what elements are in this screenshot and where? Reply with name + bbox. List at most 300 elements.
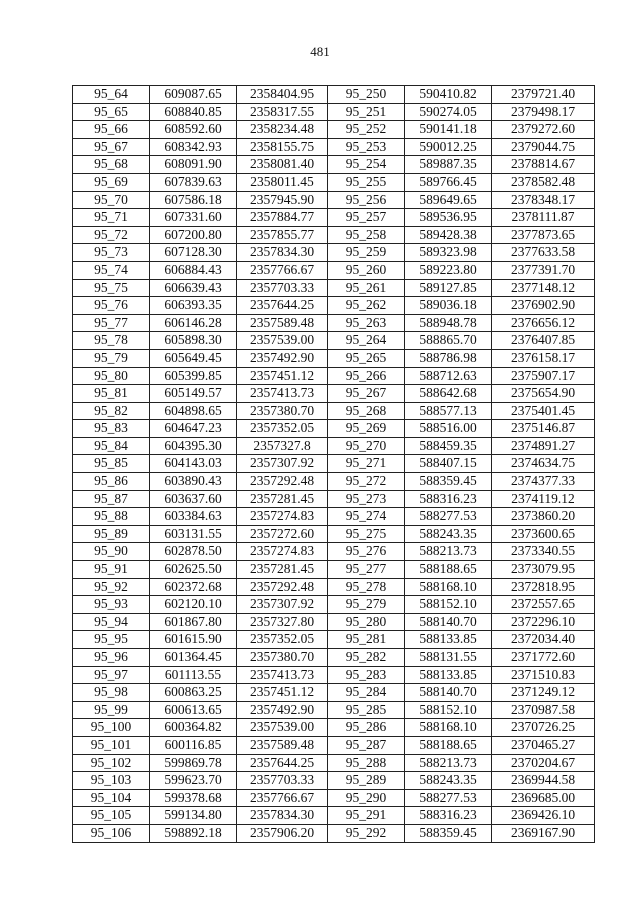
y-coord-left: 2358404.95 (237, 86, 328, 104)
point-id-left: 95_99 (73, 701, 150, 719)
y-coord-right: 2373340.55 (492, 543, 595, 561)
table-row (73, 455, 595, 473)
y-coord-right: 2372034.40 (492, 631, 595, 649)
point-id-right: 95_259 (328, 244, 405, 262)
y-coord-left: 2357413.73 (237, 666, 328, 684)
y-coord-left: 2357703.33 (237, 772, 328, 790)
table-row (73, 754, 595, 772)
x-coord-left: 600613.65 (150, 701, 237, 719)
x-coord-left: 608840.85 (150, 103, 237, 121)
y-coord-right: 2370204.67 (492, 754, 595, 772)
x-coord-left: 604898.65 (150, 402, 237, 420)
table-row (73, 525, 595, 543)
point-id-left: 95_100 (73, 719, 150, 737)
x-coord-left: 600364.82 (150, 719, 237, 737)
table-row (73, 156, 595, 174)
x-coord-left: 599869.78 (150, 754, 237, 772)
x-coord-left: 601113.55 (150, 666, 237, 684)
y-coord-left: 2357644.25 (237, 297, 328, 315)
table-row (73, 402, 595, 420)
x-coord-left: 602372.68 (150, 578, 237, 596)
x-coord-right: 588316.23 (405, 807, 492, 825)
point-id-right: 95_269 (328, 420, 405, 438)
x-coord-left: 608091.90 (150, 156, 237, 174)
table-row (73, 701, 595, 719)
y-coord-right: 2371510.83 (492, 666, 595, 684)
point-id-left: 95_74 (73, 261, 150, 279)
point-id-left: 95_106 (73, 824, 150, 842)
point-id-left: 95_66 (73, 121, 150, 139)
y-coord-left: 2357539.00 (237, 719, 328, 737)
x-coord-left: 607128.30 (150, 244, 237, 262)
y-coord-left: 2357766.67 (237, 789, 328, 807)
x-coord-left: 607331.60 (150, 209, 237, 227)
x-coord-right: 590410.82 (405, 86, 492, 104)
point-id-right: 95_277 (328, 561, 405, 579)
point-id-right: 95_255 (328, 173, 405, 191)
table-row (73, 508, 595, 526)
y-coord-left: 2357281.45 (237, 490, 328, 508)
point-id-left: 95_70 (73, 191, 150, 209)
x-coord-right: 588359.45 (405, 824, 492, 842)
y-coord-left: 2357451.12 (237, 367, 328, 385)
x-coord-right: 588131.55 (405, 649, 492, 667)
table-row (73, 349, 595, 367)
table-row (73, 789, 595, 807)
y-coord-right: 2372818.95 (492, 578, 595, 596)
table-row (73, 314, 595, 332)
y-coord-left: 2357380.70 (237, 649, 328, 667)
x-coord-right: 588243.35 (405, 525, 492, 543)
point-id-right: 95_287 (328, 736, 405, 754)
table-row (73, 279, 595, 297)
point-id-left: 95_91 (73, 561, 150, 579)
x-coord-left: 604143.03 (150, 455, 237, 473)
point-id-left: 95_82 (73, 402, 150, 420)
y-coord-left: 2358317.55 (237, 103, 328, 121)
x-coord-left: 607200.80 (150, 226, 237, 244)
point-id-left: 95_94 (73, 613, 150, 631)
y-coord-left: 2357413.73 (237, 385, 328, 403)
x-coord-left: 604647.23 (150, 420, 237, 438)
y-coord-right: 2369167.90 (492, 824, 595, 842)
page-number: 481 (310, 44, 330, 59)
y-coord-right: 2369426.10 (492, 807, 595, 825)
point-id-left: 95_73 (73, 244, 150, 262)
x-coord-left: 601615.90 (150, 631, 237, 649)
y-coord-left: 2358011.45 (237, 173, 328, 191)
y-coord-left: 2357274.83 (237, 508, 328, 526)
x-coord-left: 603131.55 (150, 525, 237, 543)
point-id-left: 95_96 (73, 649, 150, 667)
y-coord-right: 2378348.17 (492, 191, 595, 209)
y-coord-left: 2357307.92 (237, 455, 328, 473)
point-id-left: 95_104 (73, 789, 150, 807)
y-coord-left: 2357327.8 (237, 437, 328, 455)
point-id-left: 95_102 (73, 754, 150, 772)
point-id-left: 95_64 (73, 86, 150, 104)
x-coord-right: 588642.68 (405, 385, 492, 403)
x-coord-right: 588213.73 (405, 754, 492, 772)
point-id-right: 95_261 (328, 279, 405, 297)
table-row (73, 631, 595, 649)
y-coord-left: 2357281.45 (237, 561, 328, 579)
table-row (73, 244, 595, 262)
y-coord-right: 2371249.12 (492, 684, 595, 702)
x-coord-left: 603637.60 (150, 490, 237, 508)
point-id-right: 95_276 (328, 543, 405, 561)
y-coord-right: 2376158.17 (492, 349, 595, 367)
point-id-right: 95_257 (328, 209, 405, 227)
point-id-right: 95_251 (328, 103, 405, 121)
point-id-right: 95_268 (328, 402, 405, 420)
y-coord-left: 2357834.30 (237, 244, 328, 262)
y-coord-left: 2357292.48 (237, 473, 328, 491)
point-id-right: 95_285 (328, 701, 405, 719)
y-coord-left: 2357327.80 (237, 613, 328, 631)
x-coord-right: 588948.78 (405, 314, 492, 332)
x-coord-left: 598892.18 (150, 824, 237, 842)
y-coord-right: 2370465.27 (492, 736, 595, 754)
table-row (73, 226, 595, 244)
point-id-left: 95_95 (73, 631, 150, 649)
table-row (73, 490, 595, 508)
point-id-left: 95_85 (73, 455, 150, 473)
x-coord-right: 588577.13 (405, 402, 492, 420)
point-id-left: 95_77 (73, 314, 150, 332)
point-id-right: 95_253 (328, 138, 405, 156)
y-coord-left: 2357945.90 (237, 191, 328, 209)
y-coord-right: 2369685.00 (492, 789, 595, 807)
point-id-left: 95_69 (73, 173, 150, 191)
point-id-right: 95_273 (328, 490, 405, 508)
x-coord-right: 589887.35 (405, 156, 492, 174)
y-coord-right: 2369944.58 (492, 772, 595, 790)
x-coord-right: 589649.65 (405, 191, 492, 209)
point-id-right: 95_284 (328, 684, 405, 702)
point-id-right: 95_263 (328, 314, 405, 332)
point-id-right: 95_256 (328, 191, 405, 209)
point-id-right: 95_262 (328, 297, 405, 315)
table-row (73, 561, 595, 579)
table-row (73, 332, 595, 350)
coordinates-table (72, 85, 595, 843)
y-coord-right: 2375401.45 (492, 402, 595, 420)
x-coord-right: 588277.53 (405, 789, 492, 807)
x-coord-right: 589036.18 (405, 297, 492, 315)
y-coord-right: 2379721.40 (492, 86, 595, 104)
y-coord-left: 2357589.48 (237, 314, 328, 332)
x-coord-right: 588786.98 (405, 349, 492, 367)
x-coord-right: 588359.45 (405, 473, 492, 491)
y-coord-left: 2357834.30 (237, 807, 328, 825)
point-id-left: 95_65 (73, 103, 150, 121)
table-row (73, 385, 595, 403)
x-coord-left: 600116.85 (150, 736, 237, 754)
x-coord-left: 603890.43 (150, 473, 237, 491)
y-coord-right: 2379498.17 (492, 103, 595, 121)
y-coord-left: 2357380.70 (237, 402, 328, 420)
point-id-right: 95_266 (328, 367, 405, 385)
point-id-right: 95_254 (328, 156, 405, 174)
table-row (73, 473, 595, 491)
point-id-right: 95_271 (328, 455, 405, 473)
table-row (73, 103, 595, 121)
table-row (73, 121, 595, 139)
y-coord-left: 2358234.48 (237, 121, 328, 139)
x-coord-right: 588459.35 (405, 437, 492, 455)
y-coord-right: 2372557.65 (492, 596, 595, 614)
x-coord-left: 606639.43 (150, 279, 237, 297)
point-id-right: 95_267 (328, 385, 405, 403)
y-coord-left: 2357292.48 (237, 578, 328, 596)
x-coord-left: 605898.30 (150, 332, 237, 350)
x-coord-right: 588243.35 (405, 772, 492, 790)
x-coord-right: 588140.70 (405, 613, 492, 631)
point-id-left: 95_88 (73, 508, 150, 526)
x-coord-right: 588168.10 (405, 578, 492, 596)
table-row (73, 420, 595, 438)
point-id-right: 95_281 (328, 631, 405, 649)
y-coord-right: 2374119.12 (492, 490, 595, 508)
y-coord-right: 2371772.60 (492, 649, 595, 667)
x-coord-right: 590274.05 (405, 103, 492, 121)
y-coord-right: 2379044.75 (492, 138, 595, 156)
x-coord-right: 588316.23 (405, 490, 492, 508)
x-coord-right: 589323.98 (405, 244, 492, 262)
x-coord-right: 588168.10 (405, 719, 492, 737)
y-coord-left: 2357644.25 (237, 754, 328, 772)
x-coord-left: 599623.70 (150, 772, 237, 790)
point-id-right: 95_288 (328, 754, 405, 772)
x-coord-left: 605649.45 (150, 349, 237, 367)
point-id-left: 95_90 (73, 543, 150, 561)
y-coord-left: 2357492.90 (237, 701, 328, 719)
y-coord-right: 2373860.20 (492, 508, 595, 526)
table-row (73, 736, 595, 754)
point-id-right: 95_260 (328, 261, 405, 279)
point-id-right: 95_291 (328, 807, 405, 825)
point-id-left: 95_79 (73, 349, 150, 367)
x-coord-left: 608592.60 (150, 121, 237, 139)
y-coord-right: 2373079.95 (492, 561, 595, 579)
y-coord-right: 2376656.12 (492, 314, 595, 332)
x-coord-right: 590141.18 (405, 121, 492, 139)
y-coord-left: 2357855.77 (237, 226, 328, 244)
table-row (73, 807, 595, 825)
point-id-right: 95_272 (328, 473, 405, 491)
point-id-right: 95_290 (328, 789, 405, 807)
x-coord-left: 601364.45 (150, 649, 237, 667)
x-coord-right: 588133.85 (405, 666, 492, 684)
x-coord-left: 605149.57 (150, 385, 237, 403)
x-coord-right: 589428.38 (405, 226, 492, 244)
point-id-left: 95_98 (73, 684, 150, 702)
y-coord-right: 2370726.25 (492, 719, 595, 737)
x-coord-left: 599134.80 (150, 807, 237, 825)
point-id-right: 95_282 (328, 649, 405, 667)
x-coord-right: 588407.15 (405, 455, 492, 473)
y-coord-right: 2377633.58 (492, 244, 595, 262)
point-id-left: 95_80 (73, 367, 150, 385)
y-coord-right: 2372296.10 (492, 613, 595, 631)
point-id-right: 95_280 (328, 613, 405, 631)
x-coord-left: 599378.68 (150, 789, 237, 807)
x-coord-right: 589536.95 (405, 209, 492, 227)
y-coord-right: 2374377.33 (492, 473, 595, 491)
point-id-right: 95_289 (328, 772, 405, 790)
y-coord-right: 2376407.85 (492, 332, 595, 350)
point-id-right: 95_279 (328, 596, 405, 614)
y-coord-left: 2357539.00 (237, 332, 328, 350)
y-coord-right: 2377148.12 (492, 279, 595, 297)
y-coord-right: 2378111.87 (492, 209, 595, 227)
x-coord-right: 588865.70 (405, 332, 492, 350)
table-row (73, 649, 595, 667)
x-coord-left: 606146.28 (150, 314, 237, 332)
table-row (73, 613, 595, 631)
point-id-right: 95_250 (328, 86, 405, 104)
x-coord-right: 588152.10 (405, 701, 492, 719)
point-id-left: 95_75 (73, 279, 150, 297)
table-row (73, 772, 595, 790)
point-id-right: 95_292 (328, 824, 405, 842)
point-id-left: 95_93 (73, 596, 150, 614)
point-id-left: 95_71 (73, 209, 150, 227)
point-id-left: 95_105 (73, 807, 150, 825)
x-coord-left: 609087.65 (150, 86, 237, 104)
x-coord-right: 588133.85 (405, 631, 492, 649)
y-coord-left: 2357352.05 (237, 631, 328, 649)
x-coord-right: 588516.00 (405, 420, 492, 438)
x-coord-right: 588188.65 (405, 561, 492, 579)
x-coord-left: 602625.50 (150, 561, 237, 579)
table-row (73, 209, 595, 227)
x-coord-right: 589223.80 (405, 261, 492, 279)
y-coord-left: 2357703.33 (237, 279, 328, 297)
y-coord-right: 2377391.70 (492, 261, 595, 279)
y-coord-right: 2370987.58 (492, 701, 595, 719)
point-id-left: 95_68 (73, 156, 150, 174)
y-coord-left: 2357307.92 (237, 596, 328, 614)
point-id-left: 95_67 (73, 138, 150, 156)
y-coord-left: 2357352.05 (237, 420, 328, 438)
point-id-right: 95_252 (328, 121, 405, 139)
table-row (73, 596, 595, 614)
x-coord-right: 588140.70 (405, 684, 492, 702)
y-coord-left: 2358155.75 (237, 138, 328, 156)
x-coord-right: 588213.73 (405, 543, 492, 561)
y-coord-left: 2357272.60 (237, 525, 328, 543)
y-coord-right: 2376902.90 (492, 297, 595, 315)
x-coord-right: 588152.10 (405, 596, 492, 614)
x-coord-left: 600863.25 (150, 684, 237, 702)
table-row (73, 666, 595, 684)
point-id-right: 95_283 (328, 666, 405, 684)
y-coord-right: 2373600.65 (492, 525, 595, 543)
x-coord-left: 606884.43 (150, 261, 237, 279)
x-coord-left: 608342.93 (150, 138, 237, 156)
x-coord-left: 607586.18 (150, 191, 237, 209)
point-id-right: 95_274 (328, 508, 405, 526)
table-row (73, 86, 595, 104)
x-coord-right: 589127.85 (405, 279, 492, 297)
y-coord-right: 2377873.65 (492, 226, 595, 244)
point-id-left: 95_83 (73, 420, 150, 438)
point-id-left: 95_72 (73, 226, 150, 244)
table-row (73, 261, 595, 279)
table-row (73, 824, 595, 842)
point-id-right: 95_286 (328, 719, 405, 737)
y-coord-right: 2378582.48 (492, 173, 595, 191)
x-coord-right: 590012.25 (405, 138, 492, 156)
point-id-right: 95_264 (328, 332, 405, 350)
point-id-left: 95_86 (73, 473, 150, 491)
x-coord-left: 602878.50 (150, 543, 237, 561)
x-coord-left: 605399.85 (150, 367, 237, 385)
point-id-left: 95_103 (73, 772, 150, 790)
point-id-left: 95_76 (73, 297, 150, 315)
x-coord-right: 588712.63 (405, 367, 492, 385)
table-row (73, 138, 595, 156)
table-row (73, 191, 595, 209)
y-coord-left: 2357589.48 (237, 736, 328, 754)
table-row (73, 684, 595, 702)
x-coord-left: 604395.30 (150, 437, 237, 455)
point-id-left: 95_84 (73, 437, 150, 455)
x-coord-left: 602120.10 (150, 596, 237, 614)
y-coord-right: 2375146.87 (492, 420, 595, 438)
point-id-right: 95_275 (328, 525, 405, 543)
point-id-left: 95_78 (73, 332, 150, 350)
point-id-right: 95_265 (328, 349, 405, 367)
x-coord-left: 603384.63 (150, 508, 237, 526)
table-row (73, 173, 595, 191)
table-row (73, 719, 595, 737)
point-id-left: 95_97 (73, 666, 150, 684)
coordinates-table-body (73, 86, 595, 843)
table-row (73, 578, 595, 596)
point-id-right: 95_278 (328, 578, 405, 596)
x-coord-left: 607839.63 (150, 173, 237, 191)
y-coord-left: 2357766.67 (237, 261, 328, 279)
x-coord-right: 588277.53 (405, 508, 492, 526)
y-coord-left: 2357274.83 (237, 543, 328, 561)
x-coord-left: 601867.80 (150, 613, 237, 631)
x-coord-right: 588188.65 (405, 736, 492, 754)
y-coord-left: 2358081.40 (237, 156, 328, 174)
x-coord-right: 589766.45 (405, 173, 492, 191)
y-coord-left: 2357884.77 (237, 209, 328, 227)
y-coord-right: 2379272.60 (492, 121, 595, 139)
x-coord-left: 606393.35 (150, 297, 237, 315)
point-id-left: 95_87 (73, 490, 150, 508)
point-id-right: 95_258 (328, 226, 405, 244)
point-id-right: 95_270 (328, 437, 405, 455)
y-coord-left: 2357451.12 (237, 684, 328, 702)
table-row (73, 437, 595, 455)
y-coord-right: 2375907.17 (492, 367, 595, 385)
point-id-left: 95_89 (73, 525, 150, 543)
y-coord-right: 2374891.27 (492, 437, 595, 455)
table-row (73, 543, 595, 561)
y-coord-right: 2375654.90 (492, 385, 595, 403)
table-row (73, 367, 595, 385)
point-id-left: 95_92 (73, 578, 150, 596)
y-coord-right: 2374634.75 (492, 455, 595, 473)
y-coord-left: 2357906.20 (237, 824, 328, 842)
point-id-left: 95_81 (73, 385, 150, 403)
